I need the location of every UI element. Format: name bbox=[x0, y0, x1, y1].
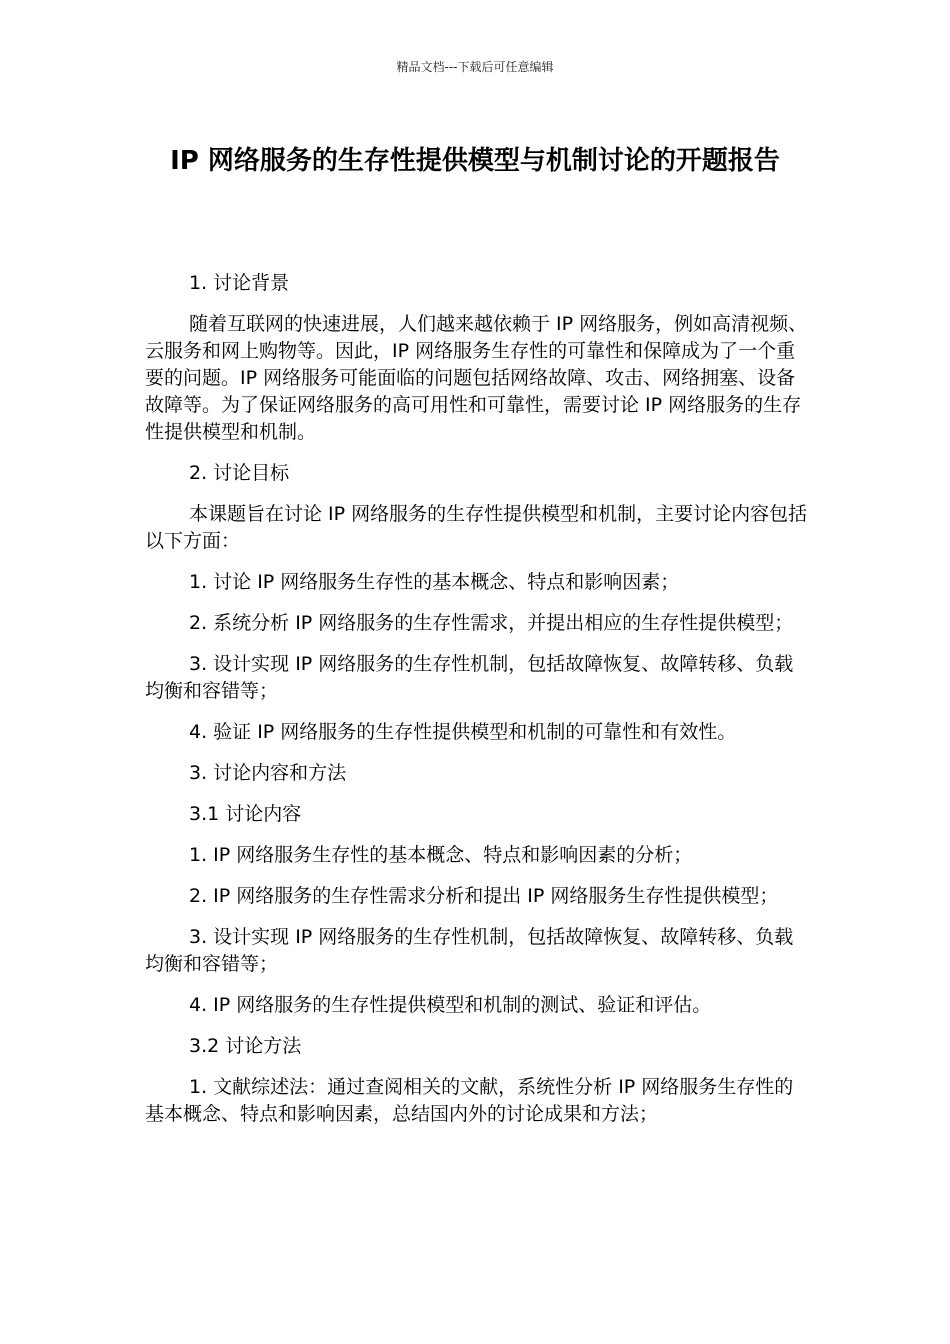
list-item: 1. 讨论 IP 网络服务生存性的基本概念、特点和影响因素； bbox=[189, 571, 680, 593]
paragraph-goals-intro: 本课题旨在讨论 IP 网络服务的生存性提供模型和机制，主要讨论内容包括以下方面： bbox=[145, 503, 808, 552]
subsection-heading-methods: 3.2 讨论方法 bbox=[189, 1035, 302, 1057]
list-item: 3. 设计实现 IP 网络服务的生存性机制，包括故障恢复、故障转移、负载均衡和容错等； bbox=[145, 926, 794, 975]
list-item: 3. 设计实现 IP 网络服务的生存性机制，包括故障恢复、故障转移、负载均衡和容错等； bbox=[145, 653, 794, 702]
document-body bbox=[145, 270, 810, 1142]
header-note: 精品文档---下载后可任意编辑 bbox=[396, 60, 554, 74]
list-item: 4. 验证 IP 网络服务的生存性提供模型和机制的可靠性和有效性。 bbox=[189, 721, 737, 743]
section-heading-goals: 2. 讨论目标 bbox=[189, 462, 290, 484]
subsection-heading-content: 3.1 讨论内容 bbox=[189, 803, 302, 825]
paragraph-background: 随着互联网的快速进展，人们越来越依赖于 IP 网络服务，例如高清视频、云服务和网上购物等。因此，IP 网络服务生存性的可靠性和保障成为了一个重要的问题。IP 网络服务可能面临的问题包括网络故障、攻击、网络拥塞、设备故障等。为了保证网络服务的高可用性和可靠性，需要讨论 IP 网络服务的生存性提供模型和机制。 bbox=[145, 313, 808, 443]
list-item: 1. IP 网络服务生存性的基本概念、特点和影响因素的分析； bbox=[189, 844, 693, 866]
section-heading-background: 1. 讨论背景 bbox=[189, 272, 290, 294]
list-item: 4. IP 网络服务的生存性提供模型和机制的测试、验证和评估。 bbox=[189, 994, 712, 1016]
list-item: 1. 文献综述法：通过查阅相关的文献，系统性分析 IP 网络服务生存性的基本概念、特点和影响因素，总结国内外的讨论成果和方法； bbox=[145, 1076, 794, 1125]
list-item: 2. IP 网络服务的生存性需求分析和提出 IP 网络服务生存性提供模型； bbox=[189, 885, 779, 907]
document-title: IP 网络服务的生存性提供模型与机制讨论的开题报告 bbox=[170, 146, 780, 176]
section-heading-content-methods: 3. 讨论内容和方法 bbox=[189, 762, 347, 784]
list-item: 2. 系统分析 IP 网络服务的生存性需求，并提出相应的生存性提供模型； bbox=[189, 612, 794, 634]
